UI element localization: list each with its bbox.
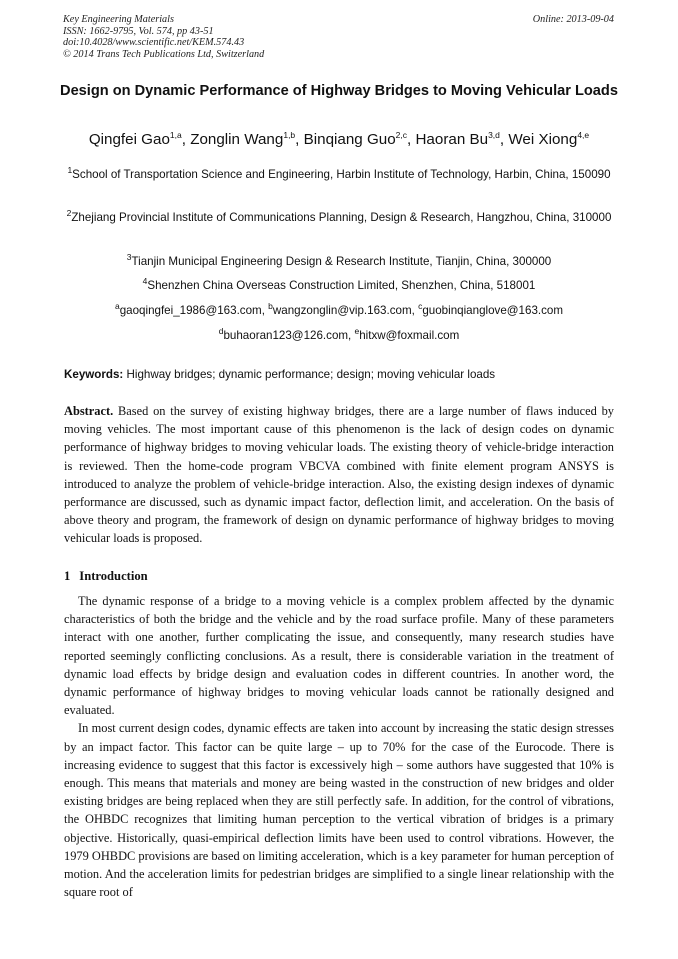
paragraph: In most current design codes, dynamic effects are taken into account by increasing the static design stresses by an impact factor. This factor can be quite large – up to 70% for the case of the Eurocode. There is increasing evidence to suggest that this factor is excessively high – some authors have suggested that 10% is enough. This means that materials and money are being wasted in the construction of new bridges and older existing bridges are being replaced when they are still perfectly safe. In addition, for the control of vibrations, the OHBDC recognizes that limiting human perception to the vertical vibration of bridges is a primary objective. Historically, quasi-empirical deflection limits have been used to control vibrations. However, the 1979 OHBDC provisions are based on limiting acceleration, which is a key parameter for human perception of motion. And the acceleration limits for pedestrian bridges are simplified to a single linear relationship with the square root of <box>64 721 614 900</box>
doi-line: doi:10.4028/www.scientific.net/KEM.574.43 <box>63 37 245 49</box>
affiliation-text: School of Transportation Science and Engineering, Harbin Institute of Technology, Harbin, China, 150090 <box>72 168 611 181</box>
keywords-label: Keywords: <box>64 368 124 381</box>
author-name: Qingfei Gao <box>88 131 170 148</box>
author-separator: , <box>407 131 416 148</box>
email-line-2 <box>62 326 616 346</box>
author-name: Haoran Bu <box>415 131 489 148</box>
affiliation-3 <box>62 252 616 272</box>
affiliation-1 <box>62 165 616 185</box>
section-title: Introduction <box>79 569 148 583</box>
abstract <box>64 402 614 548</box>
author-sup: 3,d <box>488 129 500 140</box>
email-separator: , <box>261 304 269 317</box>
copyright-line: © 2014 Trans Tech Publications Ltd, Switzerland <box>63 48 265 60</box>
journal-name: Key Engineering Materials <box>63 14 174 25</box>
author-sup: 2,c <box>395 129 408 140</box>
email-sup: b <box>268 301 273 312</box>
author-sup: 1,b <box>283 129 296 140</box>
abstract-label: Abstract. <box>64 404 114 418</box>
email-address[interactable]: hitxw@foxmail.com <box>359 329 460 342</box>
abstract-text: Based on the survey of existing highway bridges, there are a large number of flaws induced by moving vehicles. The most important cause of this phenomenon is the lack of design codes on dynamic performance of highway bridges to moving vehicular loads. The existing theory of vehicle-bridge interaction is reviewed. Then the home-code program VBCVA combined with finite element program ANSYS is introduced to analyze the problem of vehicle-bridge interaction. Also, the existing design indexes of dynamic performance are discussed, such as dynamic impact factor, deflection limit, and acceleration. On the basis of above theory and program, the framework of design on dynamic performance of highway bridges to moving vehicular loads is proposed. <box>64 404 614 546</box>
email-sup: c <box>418 301 423 312</box>
email-line-1 <box>62 301 616 321</box>
paragraph: The dynamic response of a bridge to a moving vehicle is a complex problem affected by the dynamic characteristics of both the bridge and the vehicle and by the road surface profile. Many of these parameters interact with one another, further complicating the issue, and consequently, many research studies have reported seemingly conflicting conclusions. As a result, there is considerable variation in the treatment of dynamic load effects by bridge design and evaluation codes in different countries. In another word, the dynamic performance of highway bridges to moving vehicular loads cannot be rationally designed and evaluated. <box>64 594 614 718</box>
affiliation-sup: 1 <box>67 165 73 176</box>
introduction-body <box>64 592 614 901</box>
keywords <box>64 367 495 383</box>
affiliation-text: Tianjin Municipal Engineering Design & Research Institute, Tianjin, China, 300000 <box>131 255 552 268</box>
author-separator: , <box>181 131 191 148</box>
author-name: Binqiang Guo <box>303 131 396 148</box>
email-sup: d <box>218 326 224 337</box>
keywords-text: Highway bridges; dynamic performance; design; moving vehicular loads <box>123 368 496 381</box>
email-address[interactable]: buhaoran123@126.com <box>223 329 349 342</box>
affiliation-sup: 2 <box>66 208 72 219</box>
paper-title: Design on Dynamic Performance of Highway Bridges to Moving Vehicular Loads <box>60 83 618 99</box>
author-name: Zonglin Wang <box>190 131 284 148</box>
affiliation-sup: 3 <box>126 252 132 263</box>
issn-line: ISSN: 1662-9795, Vol. 574, pp 43-51 <box>63 25 214 37</box>
section-number: 1 <box>64 569 71 583</box>
online-date: Online: 2013-09-04 <box>532 14 614 25</box>
author-separator: , <box>499 131 509 148</box>
author-sup: 1,a <box>169 129 182 140</box>
journal-meta <box>63 14 264 60</box>
affiliation-4 <box>62 276 616 296</box>
email-separator: , <box>411 304 419 317</box>
affiliation-2 <box>62 208 616 228</box>
author-name: Wei Xiong <box>508 131 578 148</box>
affiliation-text: Shenzhen China Overseas Construction Limited, Shenzhen, China, 518001 <box>147 279 536 292</box>
affiliation-sup: 4 <box>142 276 148 287</box>
author-separator: , <box>295 131 304 148</box>
email-address[interactable]: gaoqingfei_1986@163.com <box>119 304 262 317</box>
affiliation-text: Zhejiang Provincial Institute of Communications Planning, Design & Research, Hangzhou, China, 310000 <box>71 211 612 224</box>
email-separator: , <box>348 329 355 342</box>
email-address[interactable]: guobinqianglove@163.com <box>422 304 564 317</box>
email-address[interactable]: wangzonglin@vip.163.com <box>272 304 412 317</box>
author-sup: 4,e <box>577 129 590 140</box>
email-sup: a <box>114 301 120 312</box>
author-list <box>30 130 648 150</box>
email-sup: e <box>354 326 360 337</box>
section-heading <box>64 567 148 585</box>
